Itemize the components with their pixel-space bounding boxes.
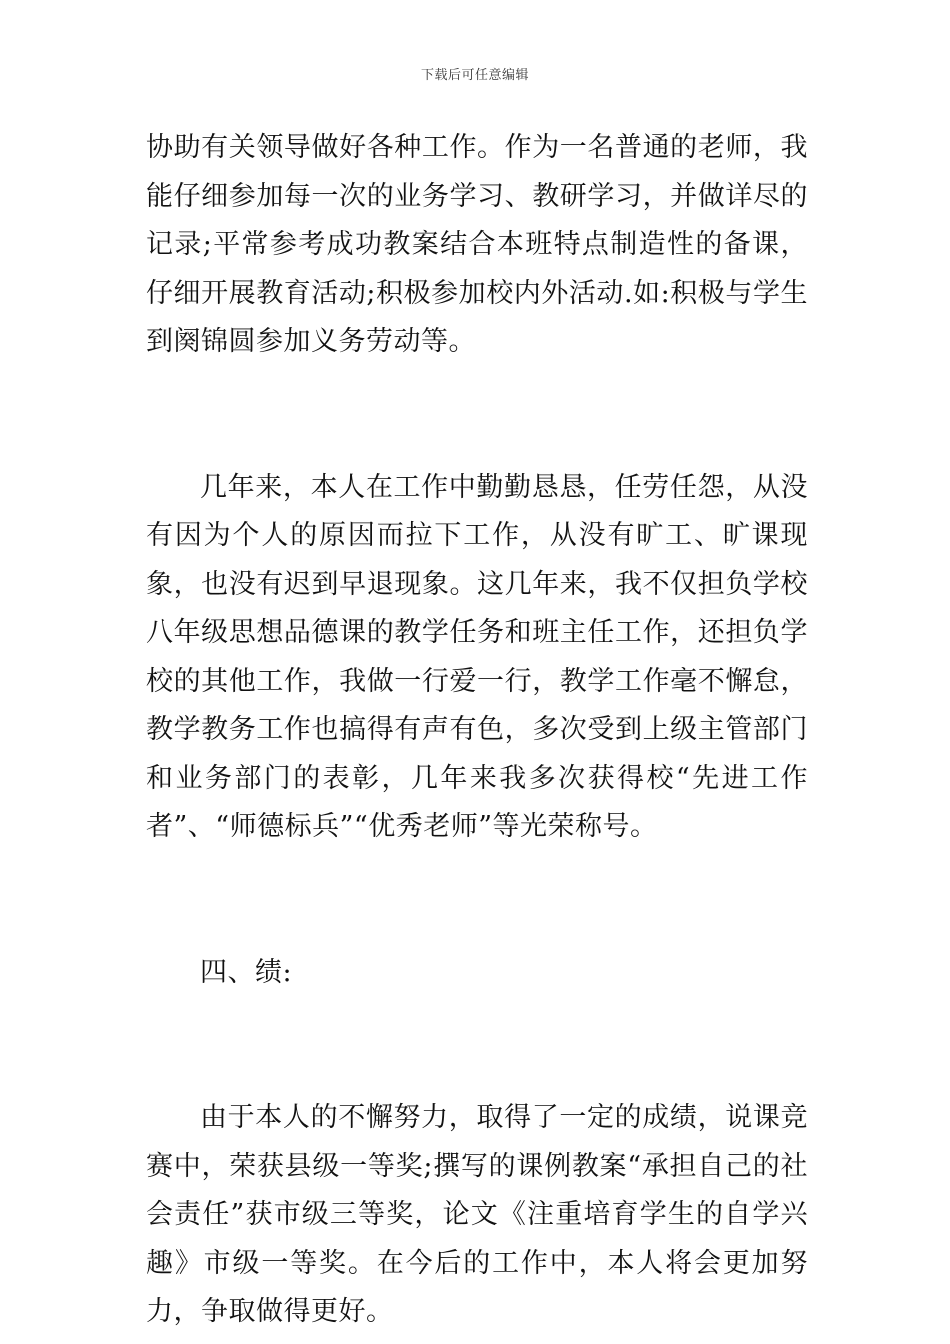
paragraph-spacer (146, 852, 808, 949)
paragraph-spacer (146, 997, 808, 1094)
paragraph-spacer (146, 367, 808, 464)
document-body (146, 124, 808, 1337)
page-header: 下载后可任意编辑 (420, 68, 529, 83)
paragraph-2: 几年来，本人在工作中勤勤恳恳，任劳任怨，从没有因为个人的原因而拉下工作，从没有旷工、旷课现象，也没有迟到早退现象。这几年来，我不仅担负学校八年级思想品德课的教学任务和班主任工作，还担负学校的其他工作，我做一行爱一行，教学工作毫不懈怠，教学教务工作也搞得有声有色，多次受到上级主管部门和业务部门的表彰，几年来我多次获得校“先进工作者”、“师德标兵”“优秀老师”等光荣称号。 (146, 471, 808, 842)
paragraph-1: 协助有关领导做好各种工作。作为一名普通的老师，我能仔细参加每一次的业务学习、教研学习，并做详尽的记录;平常参考成功教案结合本班特点制造性的备课，仔细开展教育活动;积极参加校内外活动.如:积极与学生到阕锦圆参加义务劳动等。 (146, 132, 808, 357)
paragraph-3: 由于本人的不懈努力，取得了一定的成绩，说课竞赛中，荣获县级一等奖;撰写的课例教案“承担自己的社会责任”获市级三等奖，论文《注重培育学生的自学兴趣》市级一等奖。在今后的工作中，本人将会更加努力，争取做得更好。 (146, 1102, 808, 1327)
section-heading: 四、绩: (200, 956, 293, 988)
